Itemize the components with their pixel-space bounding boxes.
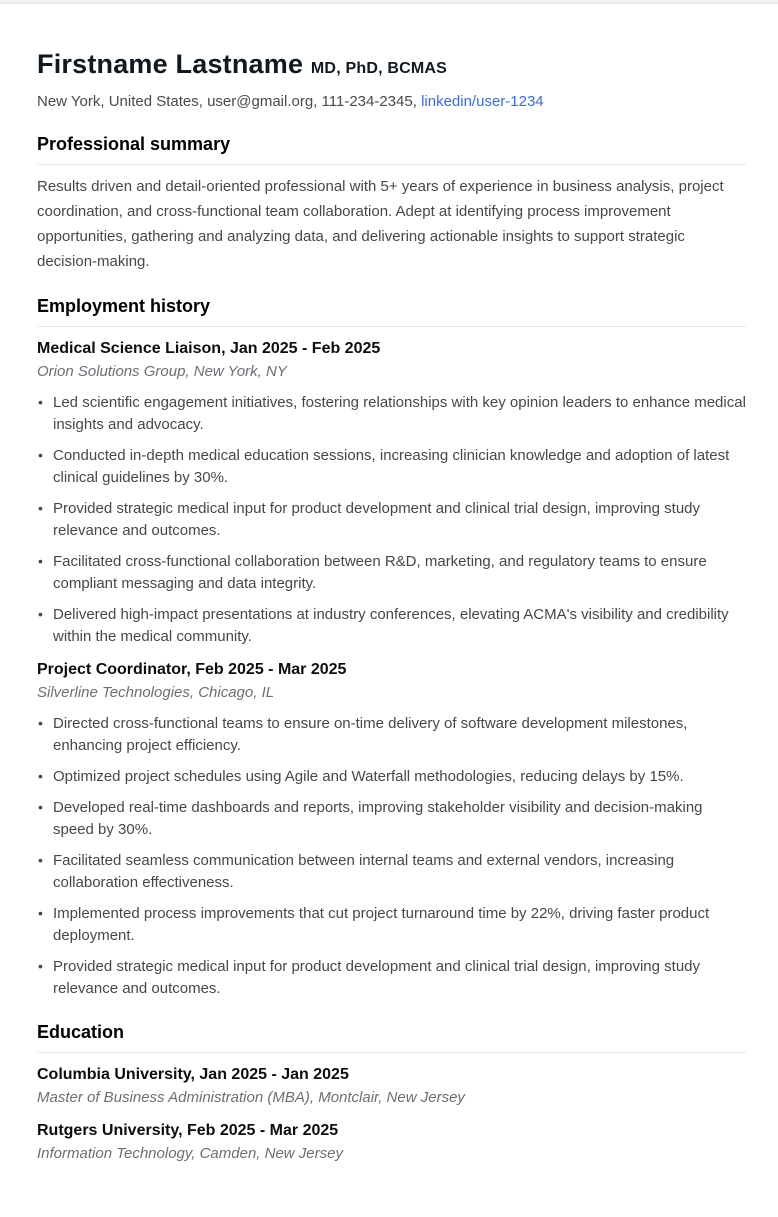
job-bullet: • Directed cross-functional teams to ensure on-time delivery of software development milestones, enhancing project efficiency.: [37, 713, 746, 757]
school-title: Rutgers University, Feb 2025 - Mar 2025: [37, 1122, 339, 1139]
job-company: Silverline Technologies, Chicago, IL: [37, 684, 275, 701]
name-heading: [37, 49, 746, 84]
education-entry-rutgers: [37, 1121, 746, 1163]
job-bullet: • Conducted in-depth medical education sessions, increasing clinician knowledge and adoption of latest clinical guidelines by 30%.: [37, 445, 746, 489]
contact-text: New York, United States, user@gmail.org, 111-234-2345,: [37, 93, 417, 110]
contact-line: [37, 92, 746, 112]
credentials: MD, PhD, BCMAS: [310, 60, 448, 77]
professional-summary-title: Professional summary: [37, 134, 746, 165]
job-bullet: • Led scientific engagement initiatives, fostering relationships with key opinion leaders to enhance medical insights and advocacy.: [37, 392, 746, 436]
job-bullet: • Facilitated cross-functional collaboration between R&D, marketing, and regulatory teams to ensure compliant messaging and data integrity.: [37, 551, 746, 595]
section-education: [37, 1022, 746, 1163]
job-bullet: • Implemented process improvements that cut project turnaround time by 22%, driving faster product deployment.: [37, 903, 746, 947]
job-bullet: • Facilitated seamless communication between internal teams and external vendors, increasing collaboration effectiveness.: [37, 850, 746, 894]
employment-history-title: Employment history: [37, 296, 746, 327]
professional-summary-text: Results driven and detail-oriented professional with 5+ years of experience in business analysis, project coordination, and cross-functional team collaboration. Adept at identifying process improvement opportunities, gathering and analyzing data, and delivering actionable insights to support strategic decision-making.: [37, 178, 724, 270]
full-name: Firstname Lastname: [37, 49, 304, 79]
education-title: Education: [37, 1022, 746, 1053]
job-bullet: • Delivered high-impact presentations at industry conferences, elevating ACMA's visibility and credibility within the medical community.: [37, 604, 746, 648]
linkedin-link[interactable]: linkedin/user-1234: [421, 93, 544, 110]
job-bullet: • Developed real-time dashboards and reports, improving stakeholder visibility and decision-making speed by 30%.: [37, 797, 746, 841]
job-bullet: • Optimized project schedules using Agile and Waterfall methodologies, reducing delays by 15%.: [37, 766, 746, 788]
job-bullet: • Provided strategic medical input for product development and clinical trial design, improving study relevance and outcomes.: [37, 956, 746, 1000]
school-degree: Information Technology, Camden, New Jersey: [37, 1145, 343, 1162]
resume-page: [0, 4, 778, 1217]
job-bullet-list: [37, 392, 746, 648]
resume-header: [37, 49, 746, 112]
job-title: Project Coordinator, Feb 2025 - Mar 2025: [37, 661, 347, 678]
job-company: Orion Solutions Group, New York, NY: [37, 363, 287, 380]
school-degree: Master of Business Administration (MBA), Montclair, New Jersey: [37, 1089, 465, 1106]
job-bullet-list: [37, 713, 746, 1000]
job-entry-project-coordinator: [37, 660, 746, 1000]
job-bullet: • Provided strategic medical input for product development and clinical trial design, improving study relevance and outcomes.: [37, 498, 746, 542]
education-entry-columbia: [37, 1065, 746, 1107]
school-title: Columbia University, Jan 2025 - Jan 2025: [37, 1066, 349, 1083]
section-professional-summary: [37, 134, 746, 274]
job-title: Medical Science Liaison, Jan 2025 - Feb 2025: [37, 340, 381, 357]
job-entry-medical-science-liaison: [37, 339, 746, 648]
section-employment-history: [37, 296, 746, 1000]
